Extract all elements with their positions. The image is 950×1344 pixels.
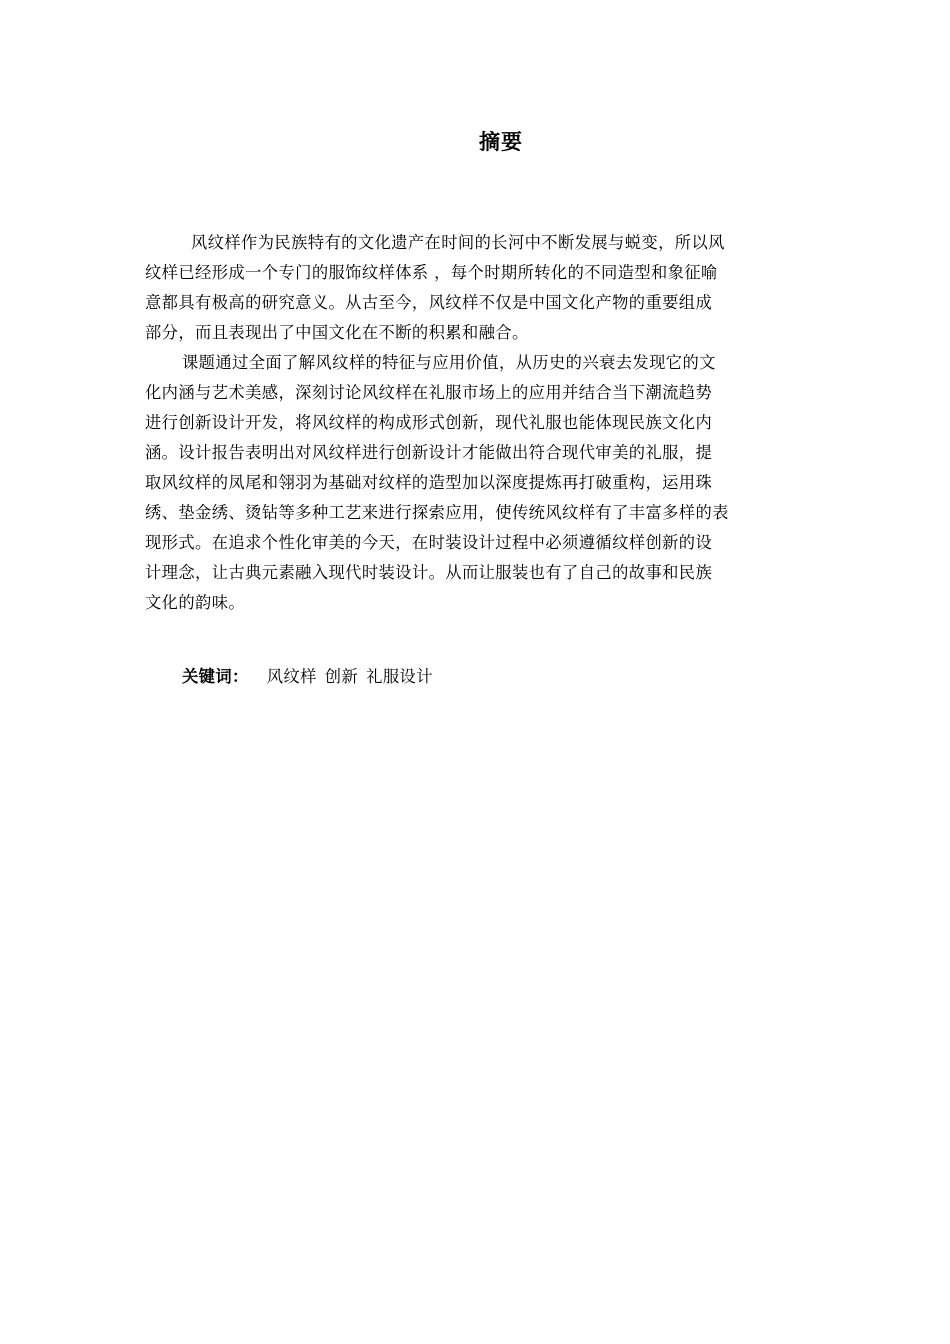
page-title: 摘要 <box>479 130 523 154</box>
paragraph-line: 绣、垫金绣、烫钻等多种工艺来进行探索应用，使传统风纹样有了丰富多样的表 <box>145 503 729 522</box>
keyword-item: 风纹样 <box>266 667 317 686</box>
abstract-body <box>145 228 805 618</box>
paragraph-line: 风纹样作为民族特有的文化遗产在时间的长河中不断发展与蜕变，所以风 <box>191 233 725 252</box>
keyword-item: 礼服设计 <box>366 667 433 686</box>
keywords-label: 关键词： <box>182 667 249 686</box>
paragraph-line: 计理念，让古典元素融入现代时装设计。从而让服装也有了自己的故事和民族 <box>145 563 713 582</box>
abstract-paragraph-2 <box>145 348 805 618</box>
paragraph-line: 现形式。在追求个性化审美的今天，在时装设计过程中必须遵循纹样创新的设 <box>145 533 713 552</box>
paragraph-line: 进行创新设计开发，将风纹样的构成形式创新，现代礼服也能体现民族文化内 <box>145 413 713 432</box>
paragraph-line: 课题通过全面了解风纹样的特征与应用价值，从历史的兴衰去发现它的文 <box>182 353 716 372</box>
paragraph-line: 取风纹样的凤尾和翎羽为基础对纹样的造型加以深度提炼再打破重构，运用珠 <box>145 473 713 492</box>
paragraph-line: 部分，而且表现出了中国文化在不断的积累和融合。 <box>145 323 529 342</box>
paragraph-line: 意都具有极高的研究意义。从古至今，风纹样不仅是中国文化产物的重要组成 <box>145 293 713 312</box>
keyword-item: 创新 <box>324 667 359 686</box>
keywords-line <box>182 662 441 692</box>
paragraph-line: 纹样已经形成一个专门的服饰纹样体系 ，每个时期所转化的不同造型和象征喻 <box>145 263 718 282</box>
paragraph-line: 涵。设计报告表明出对风纹样进行创新设计才能做出符合现代审美的礼服，提 <box>145 443 713 462</box>
paragraph-line: 化内涵与艺术美感，深刻讨论风纹样在礼服市场上的应用并结合当下潮流趋势 <box>145 383 713 402</box>
paragraph-line: 文化的韵味。 <box>145 593 246 612</box>
abstract-paragraph-1 <box>145 228 805 348</box>
